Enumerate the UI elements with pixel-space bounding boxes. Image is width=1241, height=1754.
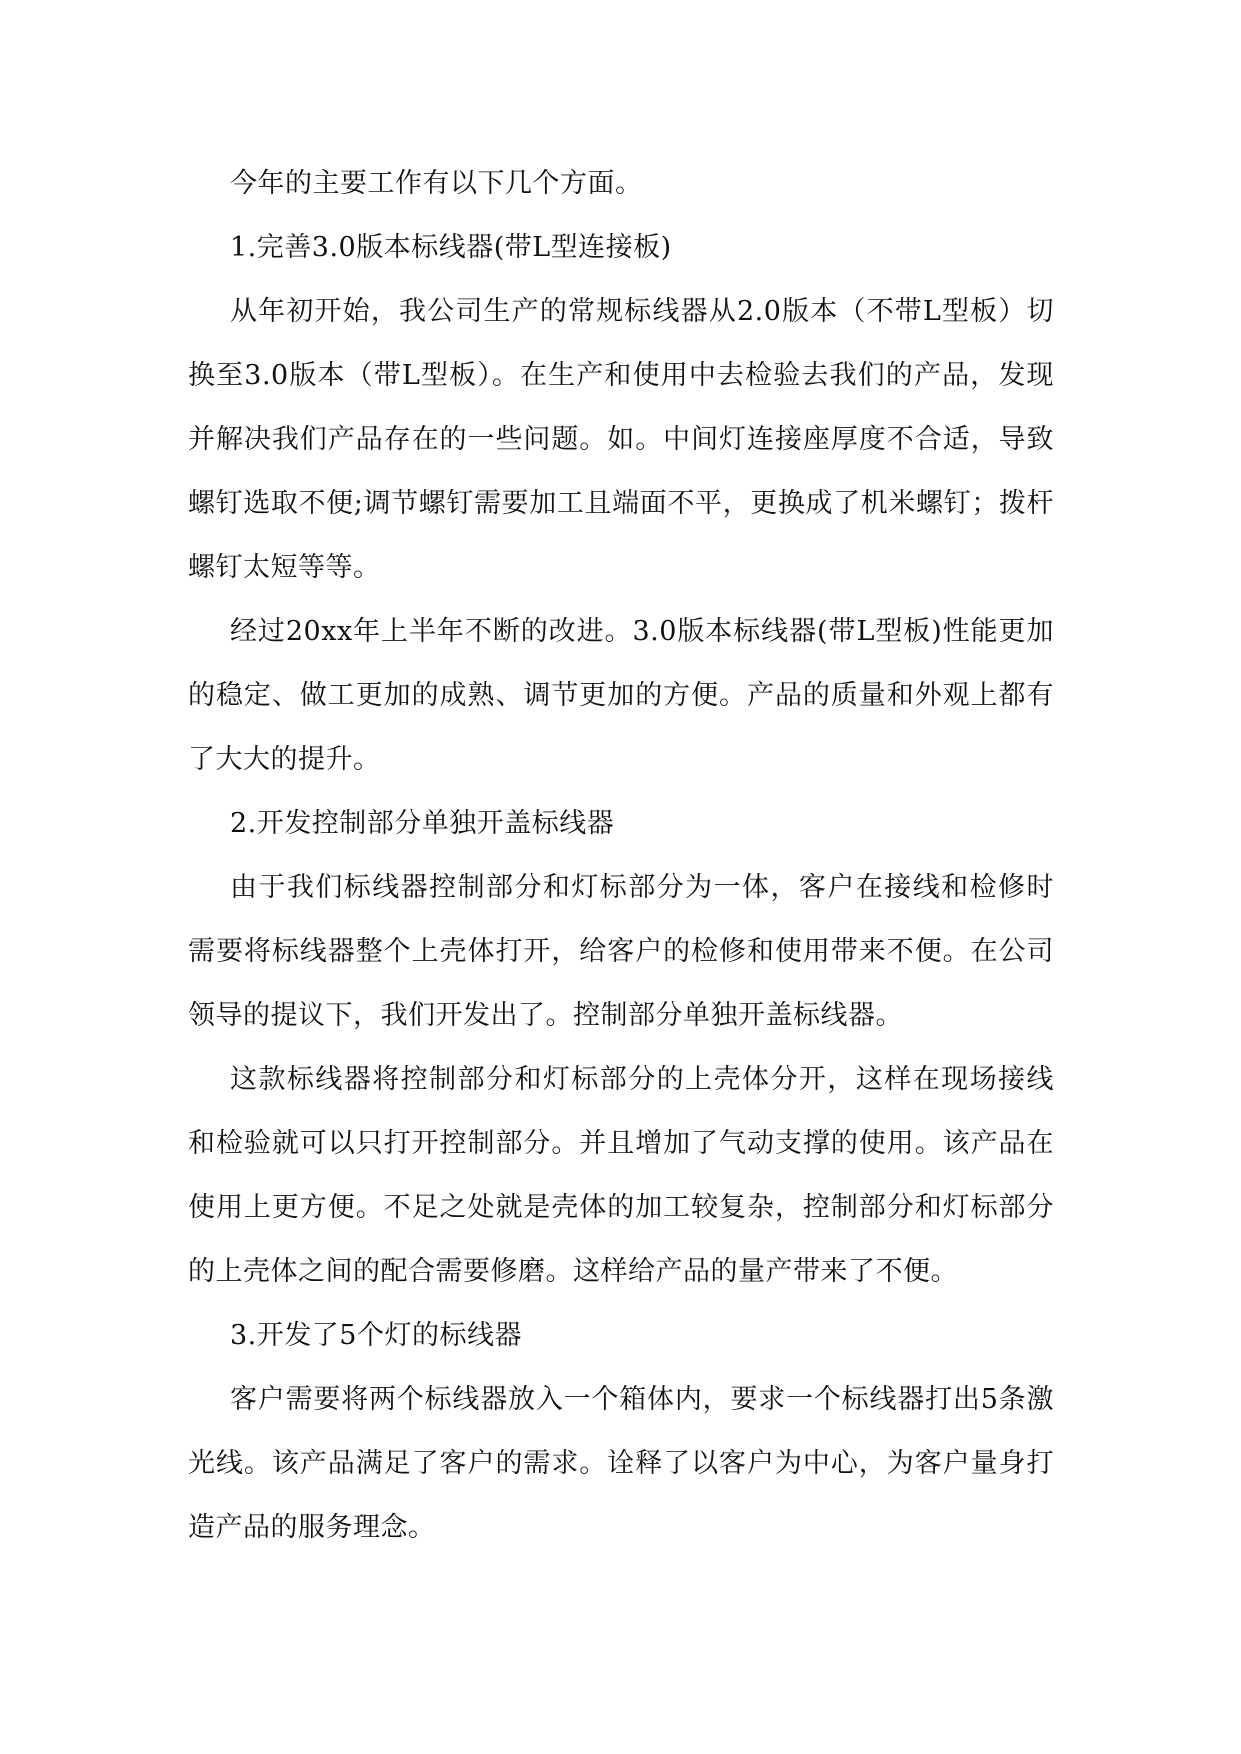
- paragraph-intro: 今年的主要工作有以下几个方面。: [230, 168, 643, 199]
- paragraph: 客户需要将两个标线器放入一个箱体内，要求一个标线器打出5条激光线。该产品满足了客户的需求。诠释了以客户为中心，为客户量身打造产品的服务理念。: [188, 1384, 1054, 1543]
- paragraph: 从年初开始，我公司生产的常规标线器从2.0版本（不带L型板）切换至3.0版本（带L型板）。在生产和使用中去检验去我们的产品，发现并解决我们产品存在的一些问题。如。中间灯连接座厚度不合适，导致螺钉选取不便;调节螺钉需要加工且端面不平，更换成了机米螺钉；拨杆螺钉太短等等。: [188, 296, 1054, 583]
- paragraph: 由于我们标线器控制部分和灯标部分为一体，客户在接线和检修时需要将标线器整个上壳体打开，给客户的检修和使用带来不便。在公司领导的提议下，我们开发出了。控制部分单独开盖标线器。: [188, 872, 1054, 1031]
- paragraph: 这款标线器将控制部分和灯标部分的上壳体分开，这样在现场接线和检验就可以只打开控制部分。并且增加了气动支撑的使用。该产品在使用上更方便。不足之处就是壳体的加工较复杂，控制部分和灯标部分的上壳体之间的配合需要修磨。这样给产品的量产带来了不便。: [188, 1064, 1054, 1287]
- document-body: [188, 152, 1054, 1560]
- section-heading-3: 3.开发了5个灯的标线器: [230, 1320, 522, 1351]
- section-heading-2: 2.开发控制部分单独开盖标线器: [230, 808, 615, 839]
- section-heading-1: 1.完善3.0版本标线器(带L型连接板): [230, 232, 672, 263]
- paragraph: 经过20xx年上半年不断的改进。3.0版本标线器(带L型板)性能更加的稳定、做工更加的成熟、调节更加的方便。产品的质量和外观上都有了大大的提升。: [188, 616, 1054, 775]
